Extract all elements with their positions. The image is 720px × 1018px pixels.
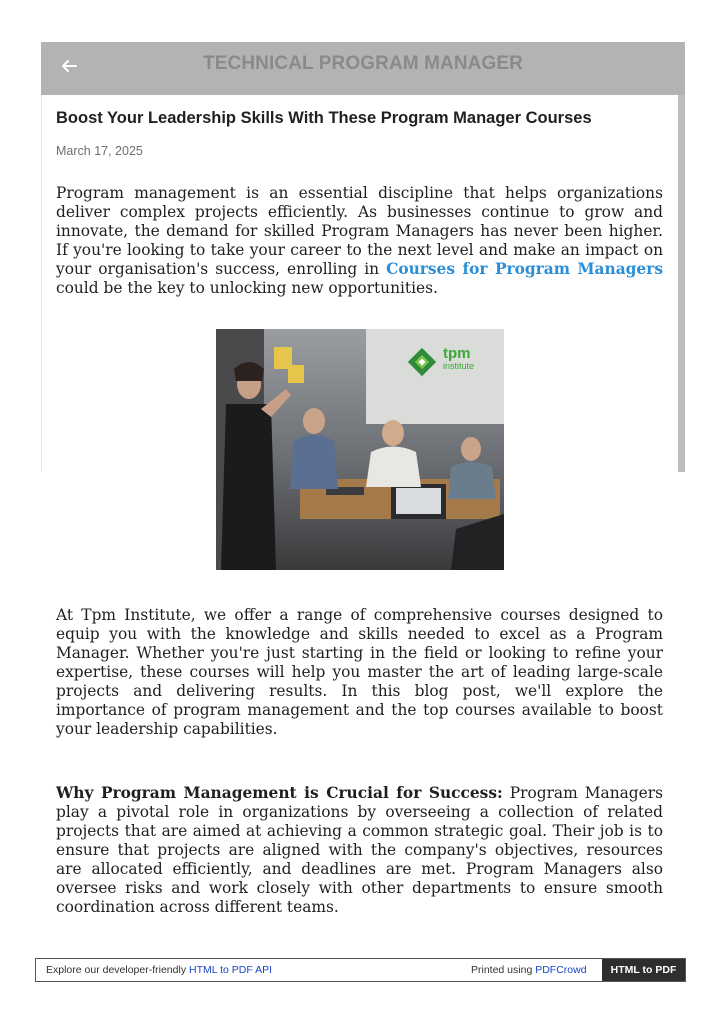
courses-link[interactable]: Courses for Program Managers (386, 260, 663, 278)
post-date: March 17, 2025 (56, 144, 143, 158)
app-title: TECHNICAL PROGRAM MANAGER (203, 53, 523, 74)
footer-left: Explore our developer-friendly HTML to PDF API (46, 964, 273, 976)
hero-image-art (216, 329, 504, 570)
app-bar (41, 42, 685, 95)
why-heading: Why Program Management is Crucial for Success: (56, 784, 503, 802)
offer-paragraph: At Tpm Institute, we offer a range of comprehensive courses designed to equip you with the knowledge and skills needed to excel as a Program Manager. Whether you're just starting in the field or looking to refine your expertise, these courses will help you master the art of leading large-scale projects and delivering results. In this blog post, we'll explore the importance of program management and the top courses available to boost your leadership capabilities. (56, 606, 663, 738)
post-title: Boost Your Leadership Skills With These Program Manager Courses (56, 109, 592, 127)
why-paragraph: Why Program Management is Crucial for Success: Program Managers play a pivotal role in organizations by overseeing a collection of related projects that are aimed at achieving a common strategic goal. Their job is to ensure that projects are aligned with the company's objectives, resources are allocated efficiently, and deadlines are met. Program Managers also oversee risks and work closely with other departments to ensure smooth coordination across different teams. (56, 784, 664, 916)
pdf-footer (35, 958, 686, 982)
html-to-pdf-button[interactable]: HTML to PDF (602, 959, 685, 981)
scrollbar[interactable] (678, 95, 685, 472)
hero-image (216, 329, 504, 570)
intro-paragraph: Program management is an essential discipline that helps organizations deliver complex projects efficiently. As businesses continue to grow and innovate, the demand for skilled Program Managers has never been higher. If you're looking to take your career to the next level and make an impact on your organisation's success, enrolling in Courses for Program Managers could be the key to unlocking new opportunities. (56, 184, 663, 297)
html-to-pdf-api-link[interactable]: HTML to PDF API (189, 964, 273, 976)
svg-text:tpm: tpm (443, 345, 471, 362)
svg-text:institute: institute (443, 361, 475, 371)
footer-printed: Printed using PDFCrowd (471, 964, 587, 976)
pdfcrowd-link[interactable]: PDFCrowd (535, 964, 587, 976)
